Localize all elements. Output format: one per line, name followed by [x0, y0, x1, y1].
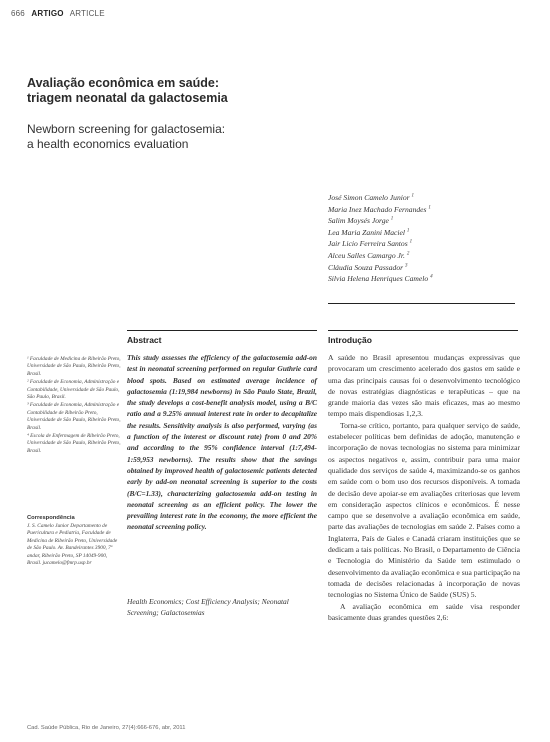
- affiliation: ² Faculdade de Economia, Administração e Contabilidade, Universidade de São Paulo, São Paulo, Brasil.: [27, 379, 120, 401]
- section-label-en: ARTICLE: [69, 9, 105, 18]
- affiliation: ⁴ Escola de Enfermagem de Ribeirão Preto, Universidade de São Paulo, Ribeirão Preto, Brasil.: [27, 433, 121, 454]
- paragraph: A avaliação econômica em saúde visa responder basicamente duas grandes questões 2,6:: [328, 601, 520, 622]
- author: Maria Inez Machado Fernandes $^1$: [328, 204, 431, 214]
- author-list: [328, 192, 528, 285]
- author: Cláudia Souza Passador $^3$: [328, 262, 408, 272]
- divider: [328, 303, 515, 304]
- author: Salim Moysés Jorge $^1$: [328, 216, 394, 226]
- introduction-body: [328, 352, 520, 623]
- correspondence-body: J. S. Camelo Junior Departamento de Puericultura e Pediatria, Faculdade de Medicina de Ribeirão Preto, Universidade de São Paulo. Av. Bandeirantes 3900, 7º andar, Ribeirão Preto, SP 14049-900, Brasil. jucamelo@fmrp.usp.br: [27, 523, 118, 567]
- running-header: [11, 9, 105, 18]
- article-title-pt: [27, 76, 327, 106]
- journal-footer: Cad. Saúde Pública, Rio de Janeiro, 27(4):666-676, abr, 2011: [27, 725, 186, 731]
- author: José Simon Camelo Junior $^1$: [328, 193, 415, 202]
- affiliation: ³ Faculdade de Economia, Administração e Contabilidade de Ribeirão Preto, Universidade de São Paulo, Ribeirão Preto, Brasil.: [27, 402, 121, 431]
- divider: [127, 330, 317, 331]
- author: Jair Licio Ferreira Santos $^1$: [328, 239, 413, 249]
- divider: [328, 330, 518, 331]
- title-en-line: a health economics evaluation: [27, 137, 189, 151]
- abstract-body: This study assesses the efficiency of the galactosemia add-on test in neonatal screening performed on regular Guthrie card blood spots. Based on estimated average incidence of galactosemia (1:19,984 newborns) in São Paulo State, Brazil, the study develops a cost-benefit analysis model, using a B/C ratio and a 9.25% annual interest rate in order to decapitalize the results. Sensitivity analysis is also performed, varying (as a function of the interest or discount rate) from 0 and 20% and according to the 95% confidence interval (1:7,494-1:59,953 newborns). The results show that the savings obtained by improved health of galactosemic patients detected early by add-on neonatal screening is superior to the costs (B/C=1.33), characterizing galactosemia add-on testing in neonatal screening as an efficient policy. The lower the prevailing interest rate in the economy, the more efficient the neonatal screening policy.: [127, 353, 317, 532]
- author: Alceu Salles Camargo Jr. $^2$: [328, 250, 410, 260]
- affiliation: ¹ Faculdade de Medicina de Ribeirão Preto, Universidade de São Paulo, Ribeirão Preto, Brasil.: [27, 356, 121, 377]
- title-en-line: Newborn screening for galactosemia:: [27, 122, 226, 136]
- abstract-heading: Abstract: [127, 335, 162, 345]
- paragraph: A saúde no Brasil apresentou mudanças expressivas que provocaram um crescimento acelerado dos gastos em saúde e uma das principais causas foi o desenvolvimento tecnológico de novas estratégias diagnósticas e terapêuticas – que na grande maioria das vezes são mais eficazes, mas ao mesmo tempo mais dispendiosas 1,2,3.: [328, 353, 520, 419]
- keywords: Health Economics; Cost Efficiency Analysis; Neonatal Screening; Galactosemias: [127, 597, 289, 618]
- author: Lea Maria Zanini Maciel $^1$: [328, 227, 410, 237]
- title-pt-line: triagem neonatal da galactosemia: [27, 91, 228, 105]
- title-pt-line: Avaliação econômica em saúde:: [27, 76, 219, 90]
- paragraph: Torna-se crítico, portanto, para qualquer serviço de saúde, estabelecer políticas bem definidas de adoção, manutenção e incorporação de novas tecnologias no sistema para minimizar os aspectos negativos e, assim, contribuir para uma maior qualidade dos serviços de saúde 4, maximizando-se os ganhos em saúde com o bom uso dos recursos disponíveis. A tomada de decisão deve apoiar-se em avaliações criteriosas que levem em consideração aspectos clínicos e econômicos. É nesse campo que se desenvolve a avaliação econômica em saúde, parte das avaliações de tecnologias em saúde 2. Países como a Inglaterra, País de Gales e Canadá criaram instituições que se dedicam a tais políticas. No Brasil, o Departamento de Ciência e Tecnologia do Ministério da Saúde tem estimulado o desenvolvimento da avaliação econômica e sua participação na tomada de decisões relacionadas à incorporação de novas tecnologias no Sistema Único de Saúde (SUS) 5.: [328, 420, 520, 600]
- affiliations: [27, 356, 122, 456]
- introduction-heading: Introdução: [328, 335, 372, 345]
- author: Silvia Helena Henriques Camelo $^4$: [328, 274, 433, 284]
- page-number: 666: [11, 9, 25, 18]
- article-title-en: [27, 122, 347, 152]
- section-label-pt: ARTIGO: [31, 9, 64, 18]
- correspondence-label: Correspondência: [27, 515, 75, 521]
